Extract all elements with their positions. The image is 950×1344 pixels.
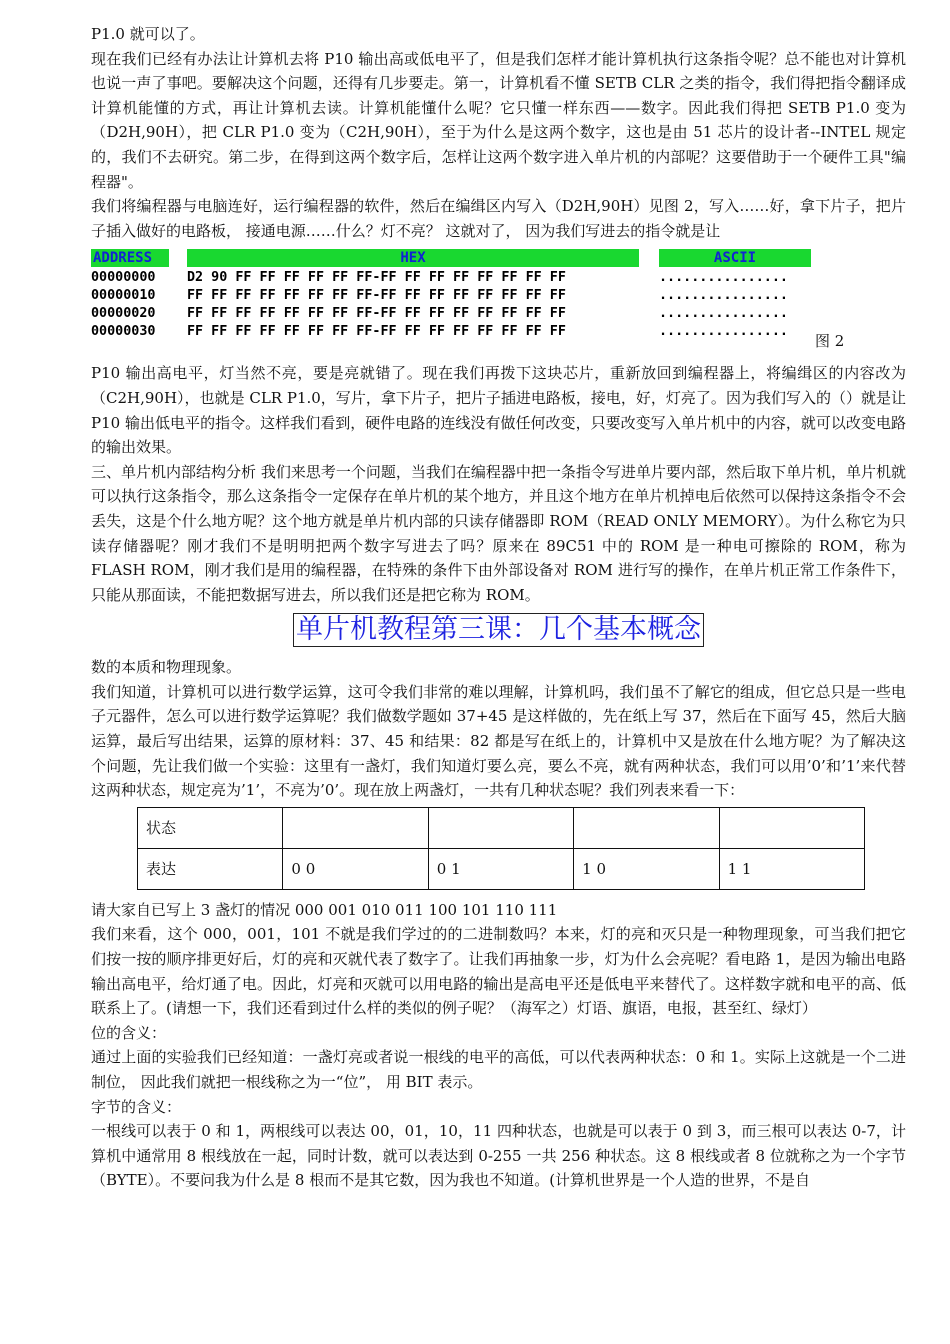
table-cell: 表达	[138, 848, 283, 889]
paragraph: 通过上面的实验我们已经知道：一盏灯亮或者说一根线的电平的高低，可以代表两种状态：0 和 1。实际上这就是一个二进制位， 因此我们就把一根线称之为一“位”， 用 BIT 表示。	[91, 1048, 906, 1091]
paragraph: 现在我们已经有办法让计算机去将 P10 输出高或低电平了，但是我们怎样才能计算机执行这条指令呢？总不能也对计算机也说一声了事吧。要解决这个问题，还得有几步要走。第一，计算机看不懂 SETB CLR 之类的指令，我们得把指令翻译成计算机能懂的方式，再让计算机去读。计算机能懂什么呢？它只懂一样东西——数字。因此我们得把 SETB P1.0 变为（D2H,90H），把 CLR P1.0 变为（C2H,90H），至于为什么是这两个数字，这也是由 51 芯片的设计者--INTEL 规定的，我们不去研究。第二步，在得到这两个数字后，怎样让这两个数字进入单片机的内部呢？这要借助于一个硬件工具"编程器"。	[91, 49, 906, 191]
hex-row-bytes: FF FF FF FF FF FF FF FF-FF FF FF FF FF FF FF FF	[187, 288, 566, 304]
hex-row-ascii: ................	[659, 288, 788, 304]
hex-row-bytes: D2 90 FF FF FF FF FF FF-FF FF FF FF FF FF FF FF	[187, 270, 566, 286]
table-cell: 1 0	[574, 848, 719, 889]
paragraph: 我们知道，计算机可以进行数学运算，这可令我们非常的难以理解，计算机吗，我们虽不了解它的组成，但它总只是一些电子元器件，怎么可以进行数学运算呢？我们做数学题如 37+45 是这样做的，先在纸上写 37，然后在下面写 45，然后大脑运算，最后写出结果，运算的原材料：37、45 和结果：82 都是写在纸上的，计算机中又是放在什么地方呢？为了解决这个问题，先让我们做一个实验：这里有一盏灯，我们知道灯要么亮，要么不亮，就有两种状态，我们可以用’0’和’1’来代替这两种状态，规定亮为’1’，不亮为’0’。现在放上两盏灯，一共有几种状态呢？我们列表来看一下：	[91, 682, 906, 800]
hex-row	[91, 305, 788, 323]
paragraph: 字节的含义：	[91, 1097, 182, 1116]
table-row	[138, 848, 865, 889]
table-cell	[283, 807, 428, 848]
address-column-header: ADDRESS	[91, 249, 169, 267]
paragraph: 请大家自已写上 3 盏灯的情况 000 001 010 011 100 101 110 111	[91, 900, 558, 919]
figure-caption: 图 2	[815, 332, 845, 351]
paragraph: 我们将编程器与电脑连好，运行编程器的软件，然后在编缉区内写入（D2H,90H）见图 2，写入……好，拿下片子，把片子插入做好的电路板， 接通电源……什么？灯不亮？ 这就对了， 因为我们写进去的指令就是让	[91, 197, 906, 240]
hex-row-ascii: ................	[659, 324, 788, 340]
state-table	[137, 807, 865, 890]
paragraph: 位的含义：	[91, 1023, 167, 1042]
paragraph: 一根线可以表于 0 和 1，两根线可以表达 00，01，10，11 四种状态，也就是可以表于 0 到 3，而三根可以表达 0-7，计算机中通常用 8 根线放在一起，同时计数，就可以表达到 0-255 一共 256 种状态。这 8 根线或者 8 位就称之为一个字节（BYTE）。不要问我为什么是 8 根而不是其它数，因为我也不知道。(计算机世界是一个人造的世界，不是自	[91, 1122, 906, 1190]
ascii-column-header: ASCII	[659, 249, 811, 267]
hex-row-ascii: ................	[659, 306, 788, 322]
hex-row	[91, 287, 788, 305]
paragraph: P10 输出高电平，灯当然不亮，要是亮就错了。现在我们再拨下这块芯片，重新放回到编程器上，将编缉区的内容改为（C2H,90H），也就是 CLR P1.0，写片，拿下片子，把片子插进电路板，接电，好，灯亮了。因为我们写入的（）就是让 P10 输出低电平的指令。这样我们看到，硬件电路的连线没有做任何改变，只要改变写入单片机中的内容，就可以改变电路的输出效果。	[91, 364, 906, 457]
document-page	[91, 22, 906, 1193]
table-cell	[428, 807, 573, 848]
paragraph: 三、单片机内部结构分析 我们来思考一个问题，当我们在编程器中把一条指令写进单片要内部，然后取下单片机，单片机就可以执行这条指令，那么这条指令一定保存在单片机的某个地方，并且这个地方在单片机掉电后依然可以保持这条指令不会丢失，这是个什么地方呢？这个地方就是单片机内部的只读存储器即 ROM（READ ONLY MEMORY）。为什么称它为只读存储器呢？刚才我们不是明明把两个数字写进去了吗？原来在 89C51 中的 ROM 是一种电可擦除的 ROM，称为 FLASH ROM，刚才我们是用的编程器，在特殊的条件下由外部设备对 ROM 进行写的操作，在单片机正常工作条件下，只能从那面读，不能把数据写进去，所以我们还是把它称为 ROM。	[91, 462, 906, 604]
table-cell: 状态	[138, 807, 283, 848]
hex-row	[91, 269, 788, 287]
table-cell	[719, 807, 864, 848]
hex-row	[91, 323, 788, 341]
hex-row-address: 00000010	[91, 288, 156, 304]
paragraph: 数的本质和物理现象。	[91, 658, 242, 677]
hex-row-bytes: FF FF FF FF FF FF FF FF-FF FF FF FF FF FF FF FF	[187, 324, 566, 340]
table-cell: 0 0	[283, 848, 428, 889]
lesson-title: 单片机教程第三课：几个基本概念	[293, 613, 704, 647]
hex-row-ascii: ................	[659, 270, 788, 286]
table-row	[138, 807, 865, 848]
table-cell	[574, 807, 719, 848]
hex-editor-figure	[91, 247, 906, 359]
hex-column-header: HEX	[187, 249, 639, 267]
table-cell: 1 1	[719, 848, 864, 889]
hex-row-address: 00000020	[91, 306, 156, 322]
hex-row-address: 00000000	[91, 270, 156, 286]
hex-row-address: 00000030	[91, 324, 156, 340]
paragraph: 我们来看，这个 000，001，101 不就是我们学过的的二进制数吗？本来，灯的亮和灭只是一种物理现象，可当我们把它们按一按的顺序排更好后，灯的亮和灭就代表了数字了。让我们再抽象一步，灯为什么会亮呢？看电路 1，是因为输出电路输出高电平，给灯通了电。因此，灯亮和灭就可以用电路的输出是高电平还是低电平来替代了。这样数字就和电平的高、低联系上了。(请想一下，我们还看到过什么样的类似的例子呢？（海军之）灯语、旗语，电报，甚至红、绿灯）	[91, 925, 906, 1018]
hex-row-bytes: FF FF FF FF FF FF FF FF-FF FF FF FF FF FF FF FF	[187, 306, 566, 322]
table-cell: 0 1	[428, 848, 573, 889]
lesson-title-wrap	[91, 613, 906, 647]
paragraph: P1.0 就可以了。	[91, 25, 205, 43]
